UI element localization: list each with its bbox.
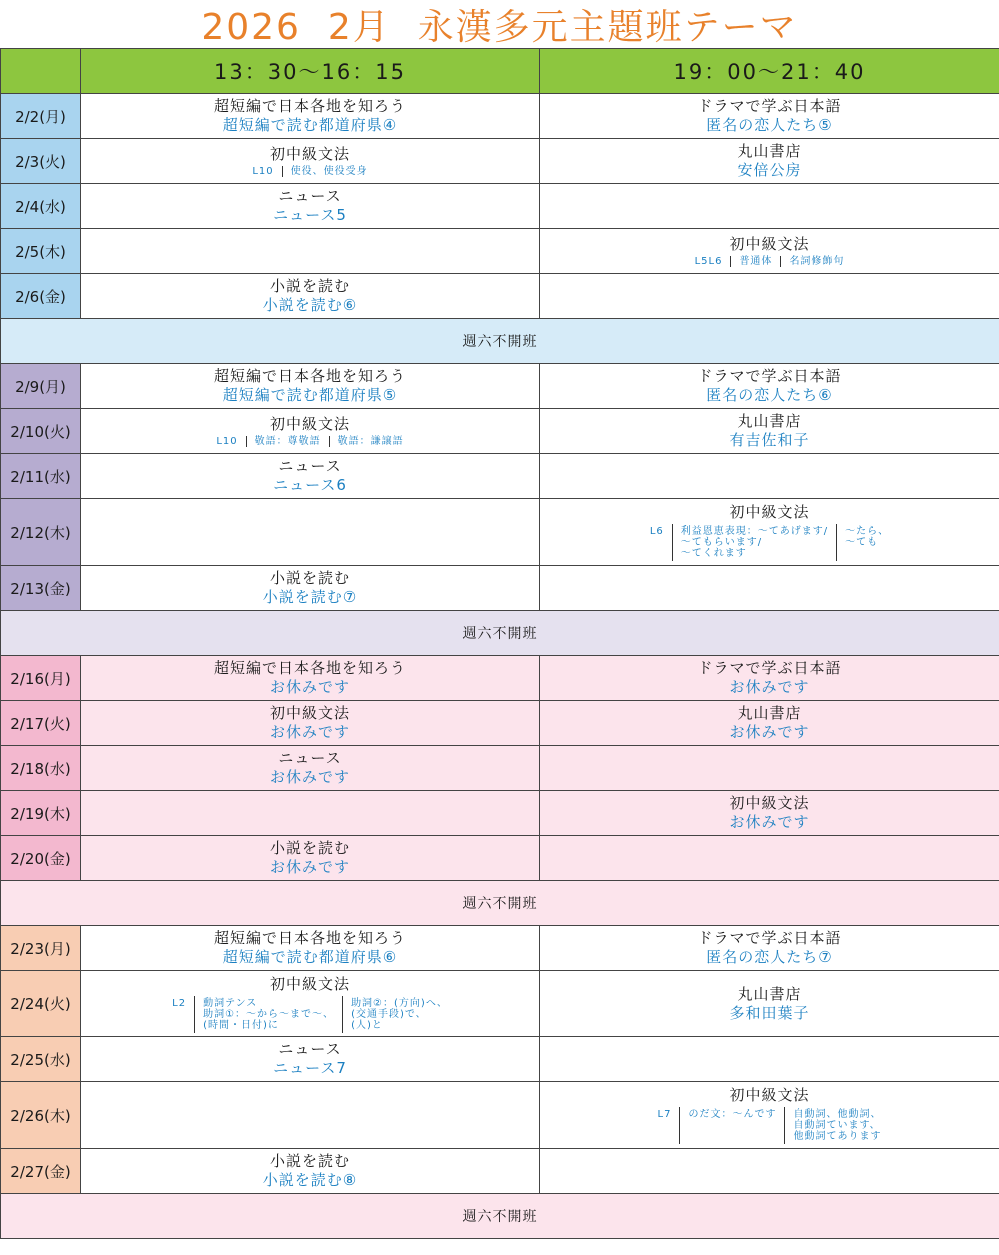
date-cell: 2/2(月): [1, 94, 81, 139]
lesson-number: L10: [252, 166, 274, 177]
date-cell: 2/13(金): [1, 566, 81, 611]
class-title: 初中級文法: [729, 1086, 810, 1104]
date-cell: 2/24(火): [1, 971, 81, 1037]
schedule-row: [1, 836, 999, 881]
header-row: [1, 49, 999, 94]
schedule-row: [1, 409, 999, 454]
class-subtitle: 多和田葉子: [729, 1003, 810, 1022]
evening-cell: [540, 971, 999, 1037]
afternoon-cell: [81, 274, 540, 319]
evening-cell: [540, 139, 999, 184]
date-cell: 2/25(水): [1, 1037, 81, 1082]
schedule-row: [1, 1082, 999, 1149]
closed-banner: 週六不開班: [1, 881, 999, 926]
class-title: 超短編で日本各地を知ろう: [213, 367, 406, 385]
class-subtitle: 匿名の恋人たち⑥: [706, 386, 833, 404]
class-subtitle: ニュース5: [273, 206, 347, 224]
class-subtitle: お休みです: [269, 858, 350, 876]
class-title: 丸山書店: [737, 704, 802, 722]
class-title: 超短編で日本各地を知ろう: [213, 97, 406, 115]
evening-cell: [540, 1037, 999, 1082]
lesson-number: L6: [649, 526, 664, 537]
saturday-row: [1, 319, 999, 364]
lesson-topic: のだ文：～んです: [679, 1107, 784, 1144]
class-subtitle: 超短編で読む都道府県⑥: [222, 948, 398, 966]
date-cell: 2/5(木): [1, 229, 81, 274]
class-title: ドラマで学ぶ日本語: [697, 367, 842, 385]
date-cell: 2/11(水): [1, 454, 81, 499]
class-subtitle: お休みです: [729, 678, 810, 696]
class-title: 超短編で日本各地を知ろう: [213, 659, 406, 677]
evening-cell: [540, 184, 999, 229]
evening-cell: [540, 791, 999, 836]
class-title: ニュース: [278, 1040, 342, 1058]
header-afternoon: 13：30～16：15: [81, 49, 540, 94]
class-subtitle: ニュース6: [273, 476, 347, 494]
class-title: 小説を読む: [269, 569, 350, 587]
lesson-topic: 動詞テンス 助詞①：～から～まで～、 (時間・日付)に: [194, 996, 342, 1033]
evening-cell: [540, 454, 999, 499]
lesson-number: L2: [172, 997, 187, 1009]
class-title: ニュース: [278, 187, 342, 205]
class-subtitle: ニュース7: [273, 1059, 347, 1077]
evening-cell: [540, 746, 999, 791]
evening-cell: [540, 701, 999, 746]
date-cell: 2/19(木): [1, 791, 81, 836]
class-title: 初中級文法: [729, 794, 810, 812]
schedule-row: [1, 229, 999, 274]
class-subtitle: お休みです: [729, 723, 810, 741]
afternoon-cell: [81, 971, 540, 1037]
afternoon-cell: [81, 454, 540, 499]
afternoon-cell: [81, 1149, 540, 1194]
date-cell: 2/6(金): [1, 274, 81, 319]
date-cell: 2/23(月): [1, 926, 81, 971]
lesson-detail: [540, 1107, 999, 1144]
lesson-number: L10: [216, 436, 238, 447]
class-title: ニュース: [278, 457, 342, 475]
date-cell: 2/12(木): [1, 499, 81, 566]
afternoon-cell: [81, 566, 540, 611]
date-cell: 2/18(水): [1, 746, 81, 791]
schedule-row: [1, 1149, 999, 1194]
afternoon-cell: [81, 836, 540, 881]
date-cell: 2/17(火): [1, 701, 81, 746]
schedule-row: [1, 139, 999, 184]
schedule-table: [0, 48, 999, 1239]
afternoon-cell: [81, 701, 540, 746]
class-title: ニュース: [278, 749, 342, 767]
afternoon-cell: [81, 184, 540, 229]
class-title: 小説を読む: [269, 277, 350, 295]
lesson-topic: 名詞修飾句: [780, 256, 852, 267]
class-title: ドラマで学ぶ日本語: [697, 929, 842, 947]
lesson-detail: [81, 436, 539, 447]
evening-cell: [540, 409, 999, 454]
evening-cell: [540, 926, 999, 971]
schedule-row: [1, 701, 999, 746]
schedule-row: [1, 791, 999, 836]
closed-banner: 週六不開班: [1, 1194, 999, 1239]
afternoon-cell: [81, 499, 540, 566]
lesson-topic: ～たら、 ～ても: [836, 524, 897, 561]
schedule-row: [1, 364, 999, 409]
schedule-row: [1, 926, 999, 971]
class-subtitle: お休みです: [269, 768, 350, 786]
evening-cell: [540, 1149, 999, 1194]
afternoon-cell: [81, 139, 540, 184]
saturday-row: [1, 1194, 999, 1239]
schedule-row: [1, 971, 999, 1037]
class-subtitle: 超短編で読む都道府県④: [222, 116, 398, 134]
afternoon-cell: [81, 409, 540, 454]
class-subtitle: 小説を読む⑦: [262, 588, 358, 606]
date-cell: 2/20(金): [1, 836, 81, 881]
evening-cell: [540, 499, 999, 566]
class-title: 初中級文法: [269, 704, 350, 722]
class-title: 初中級文法: [729, 503, 810, 521]
afternoon-cell: [81, 926, 540, 971]
class-subtitle: 匿名の恋人たち⑤: [706, 116, 833, 134]
class-title: 初中級文法: [269, 415, 350, 433]
evening-cell: [540, 656, 999, 701]
afternoon-cell: [81, 94, 540, 139]
evening-cell: [540, 1082, 999, 1149]
class-title: ドラマで学ぶ日本語: [697, 97, 842, 115]
afternoon-cell: [81, 791, 540, 836]
header-corner: [1, 49, 81, 94]
afternoon-cell: [81, 746, 540, 791]
class-subtitle: お休みです: [269, 723, 350, 741]
lesson-detail: [540, 256, 999, 267]
class-title: ドラマで学ぶ日本語: [697, 659, 842, 677]
date-cell: 2/9(月): [1, 364, 81, 409]
afternoon-cell: [81, 364, 540, 409]
closed-banner: 週六不開班: [1, 611, 999, 656]
class-subtitle: 小説を読む⑥: [262, 296, 358, 314]
afternoon-cell: [81, 229, 540, 274]
date-cell: 2/27(金): [1, 1149, 81, 1194]
lesson-number: L7: [657, 1109, 672, 1120]
lesson-detail: [540, 524, 999, 561]
class-subtitle: 匿名の恋人たち⑦: [706, 948, 833, 966]
class-subtitle: 有吉佐和子: [729, 431, 810, 449]
evening-cell: [540, 566, 999, 611]
schedule-row: [1, 566, 999, 611]
evening-cell: [540, 836, 999, 881]
schedule-row: [1, 746, 999, 791]
class-subtitle: 小説を読む⑧: [262, 1171, 358, 1189]
lesson-topic: 普通体: [730, 256, 780, 267]
afternoon-cell: [81, 1037, 540, 1082]
schedule-row: [1, 656, 999, 701]
saturday-row: [1, 611, 999, 656]
lesson-detail: [81, 996, 539, 1033]
closed-banner: 週六不開班: [1, 319, 999, 364]
lesson-topic: 利益恩恵表現：～てあげます/ ～てもらいます/ ～てくれます: [672, 524, 836, 561]
class-subtitle: お休みです: [269, 678, 350, 696]
afternoon-cell: [81, 656, 540, 701]
schedule-row: [1, 1037, 999, 1082]
schedule-row: [1, 499, 999, 566]
class-title: 小説を読む: [269, 839, 350, 857]
evening-cell: [540, 229, 999, 274]
header-evening: 19：00～21：40: [540, 49, 999, 94]
class-title: 丸山書店: [737, 142, 802, 160]
date-cell: 2/4(水): [1, 184, 81, 229]
evening-cell: [540, 364, 999, 409]
lesson-topic: 敬語：謙譲語: [329, 436, 412, 447]
schedule-row: [1, 94, 999, 139]
lesson-topic: 助詞②：(方向)へ、 (交通手段)で、 (人)と: [342, 996, 456, 1033]
class-title: 超短編で日本各地を知ろう: [213, 929, 406, 947]
lesson-topic: 自動詞、他動詞、 自動詞ています、 他動詞てあります: [784, 1107, 889, 1144]
afternoon-cell: [81, 1082, 540, 1149]
class-title: 丸山書店: [737, 984, 802, 1003]
schedule-row: [1, 184, 999, 229]
lesson-topic: 敬語：尊敬語: [246, 436, 329, 447]
saturday-row: [1, 881, 999, 926]
evening-cell: [540, 274, 999, 319]
schedule-row: [1, 454, 999, 499]
class-subtitle: 安倍公房: [737, 161, 802, 179]
class-title: 丸山書店: [737, 412, 802, 430]
lesson-detail: [81, 166, 539, 177]
evening-cell: [540, 94, 999, 139]
date-cell: 2/3(火): [1, 139, 81, 184]
page-title: 2026 2月 永漢多元主題班テーマ: [201, 6, 798, 48]
date-cell: 2/16(月): [1, 656, 81, 701]
class-title: 初中級文法: [269, 145, 350, 163]
date-cell: 2/10(火): [1, 409, 81, 454]
class-title: 小説を読む: [269, 1152, 350, 1170]
class-subtitle: お休みです: [729, 813, 810, 831]
class-title: 初中級文法: [269, 974, 350, 993]
class-title: 初中級文法: [729, 235, 810, 253]
schedule-row: [1, 274, 999, 319]
date-cell: 2/26(木): [1, 1082, 81, 1149]
lesson-topic: 使役、使役受身: [282, 166, 376, 177]
lesson-number: L5L6: [694, 256, 723, 267]
class-subtitle: 超短編で読む都道府県⑤: [222, 386, 398, 404]
